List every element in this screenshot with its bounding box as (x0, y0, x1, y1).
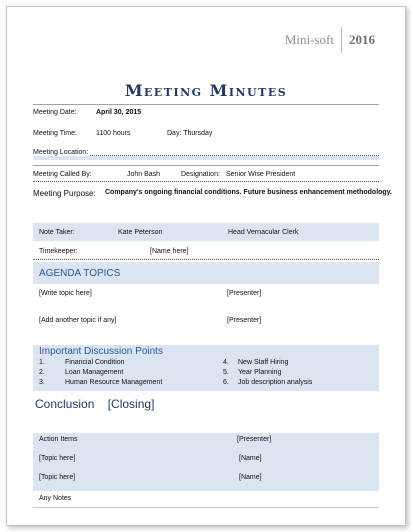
section-rule (33, 165, 379, 166)
discussion-num-4: 4. (223, 359, 229, 366)
discussion-num-3: 3. (39, 379, 45, 386)
action-items-band (33, 433, 379, 491)
agenda-title: AGENDA TOPICS (39, 268, 121, 279)
action-presenter-label: [Presenter] (237, 436, 272, 443)
purpose-label: Meeting Purpose: (33, 189, 96, 198)
meeting-time-label: Meeting Time: (33, 130, 77, 137)
designation-label: Designation: (181, 171, 220, 178)
meeting-location-label: Meeting Location: (33, 149, 89, 156)
action-name-2: [Name] (239, 474, 262, 481)
discussion-item-1: Financial Condition (65, 359, 125, 366)
meeting-date-label: Meeting Date: (33, 109, 77, 116)
agenda-band (33, 262, 379, 284)
conclusion-heading (35, 397, 154, 411)
discussion-item-2: Loan Management (65, 369, 124, 376)
agenda-presenter-1: [Presenter] (227, 290, 262, 297)
discussion-item-5: Year Planning (238, 369, 282, 376)
designation-value: Senior Wise President (226, 171, 296, 178)
notes-rule (33, 507, 379, 508)
action-topic-2: [Topic here] (39, 474, 76, 481)
any-notes-label: Any Notes (39, 495, 72, 502)
called-by-value: John Bash (127, 171, 161, 178)
conclusion-value: [Closing] (107, 397, 155, 411)
discussion-num-6: 6. (223, 379, 229, 386)
discussion-num-5: 5. (223, 369, 229, 376)
title-rule (33, 104, 379, 105)
action-name-1: [Name] (239, 455, 262, 462)
timekeeper-dotted-line (33, 259, 379, 260)
called-by-label: Meeting Called By: (33, 171, 92, 178)
brand-divider (341, 27, 342, 53)
location-band (33, 156, 379, 160)
discussion-item-3: Human Resource Management (65, 379, 163, 386)
meeting-date-value: April 30, 2015 (96, 109, 142, 116)
timekeeper-value: [Name here] (150, 248, 189, 255)
timekeeper-label: Timekeeper: (39, 248, 78, 255)
note-taker-label: Note Taker: (39, 229, 75, 236)
action-topic-1: [Topic here] (39, 455, 76, 462)
page-title: Meeting Minutes (124, 81, 288, 100)
meeting-day: Day: Thursday (167, 130, 213, 137)
agenda-topic-1: [Write topic here] (39, 290, 92, 297)
discussion-item-6: Job description analysis (238, 379, 313, 386)
document-page (6, 6, 406, 526)
discussion-list (33, 359, 379, 389)
discussion-num-2: 2. (39, 369, 45, 376)
discussion-title: Important Discussion Points (39, 346, 163, 357)
action-items-label: Action Items (39, 436, 78, 443)
brand-year: 2016 (349, 32, 375, 47)
called-by-dotted-line (33, 181, 379, 182)
note-taker-value: Kate Peterson (118, 229, 163, 236)
agenda-topic-2: [Add another topic if any] (39, 317, 117, 324)
discussion-num-1: 1. (39, 359, 45, 366)
agenda-presenter-2: [Presenter] (227, 317, 262, 324)
purpose-value: Company's ongoing financial conditions. Future business enhancement methodology. (105, 189, 393, 196)
conclusion-label: Conclusion (35, 397, 95, 411)
brand-header (285, 27, 375, 53)
discussion-item-4: New Staff Hiring (238, 359, 289, 366)
meeting-time-value: 1100 hours (96, 130, 131, 137)
company-name: Mini-soft (284, 32, 334, 47)
note-taker-band (33, 223, 379, 241)
note-taker-role: Head Vernacular Clerk (228, 229, 299, 236)
